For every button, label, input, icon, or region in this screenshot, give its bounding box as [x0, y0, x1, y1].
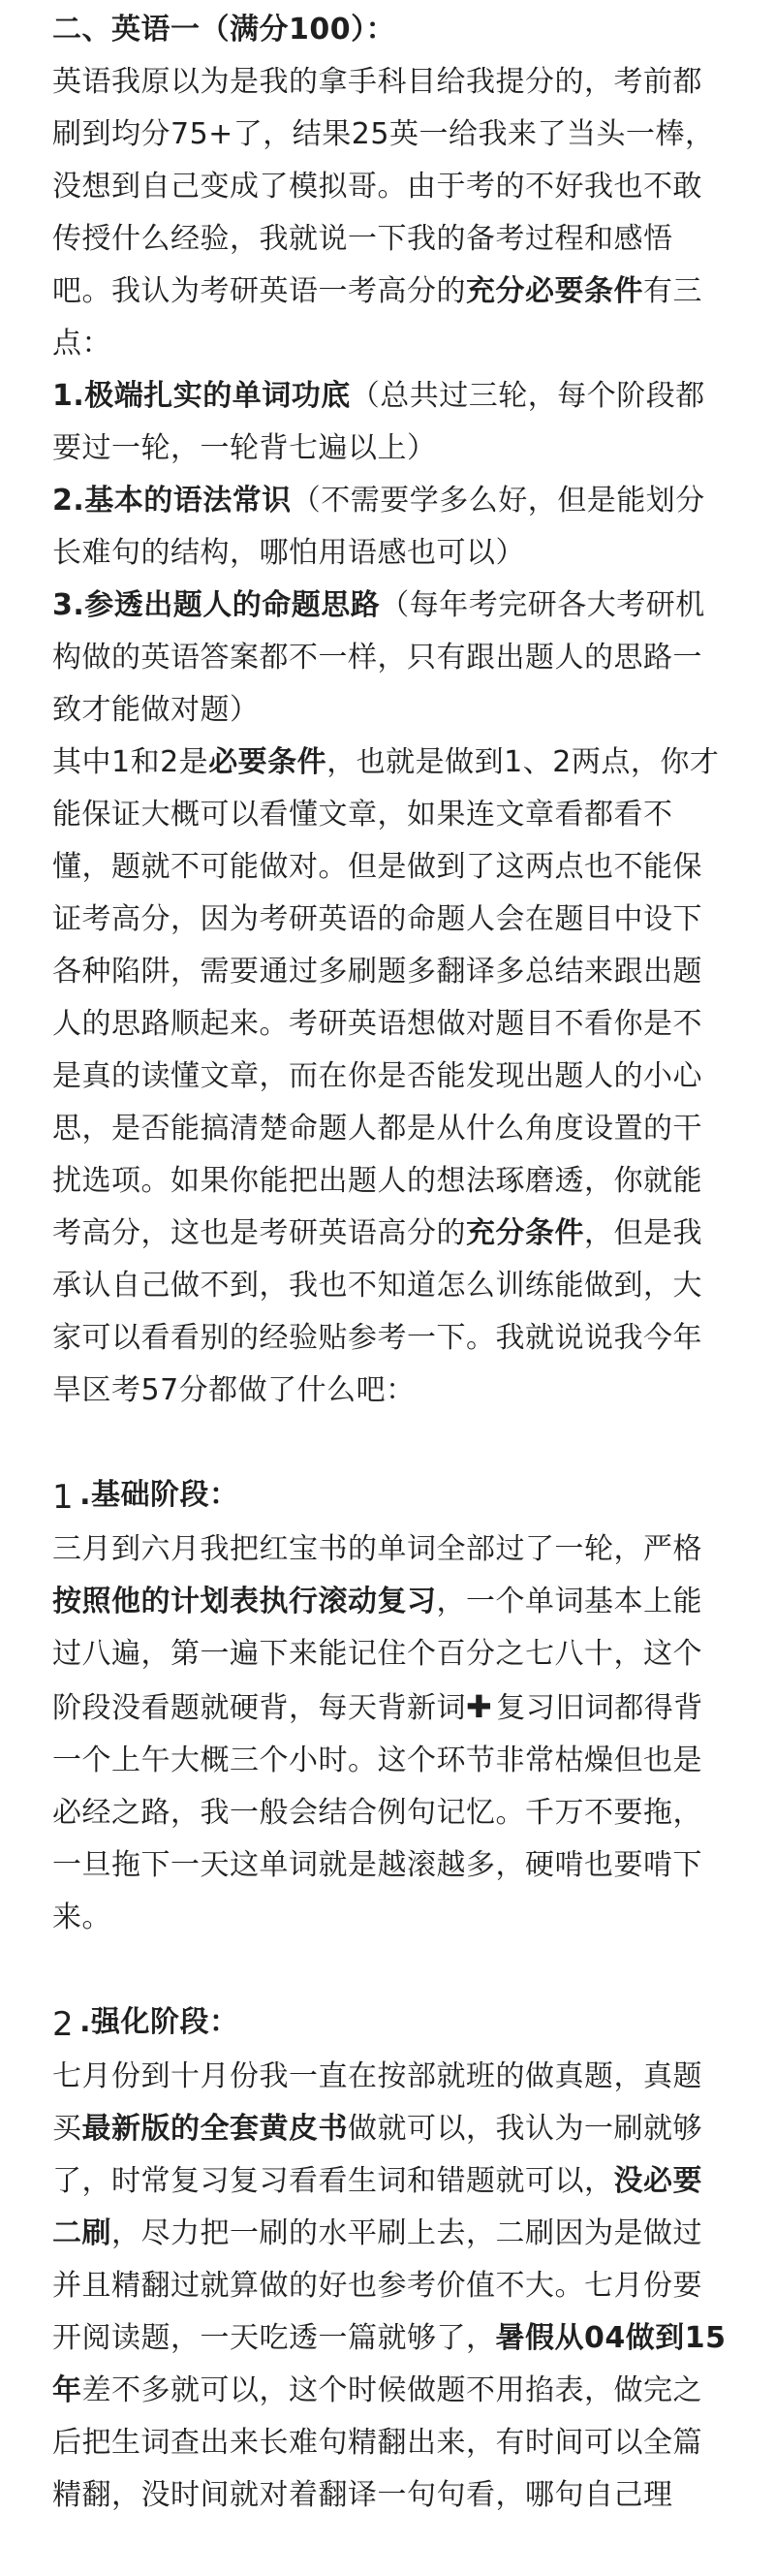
stage-1-text-3: 复习旧词都得背一个上午大概三个小时。这个环节非常枯燥但也是必经之路，我一般会结合例句记忆。千万不要拖，一旦拖下一天这单词就是越滚越多，硬啃也要啃下来。 [52, 1691, 703, 1934]
condition-title: 2.基本的语法常识 [52, 484, 292, 518]
intro-text-1: 英语我原以为是我的拿手科目给我提分的，考前都刷到均分75+了，结果25英一给我来了当头一棒，没想到自己变成了模拟哥。由于考的不好我也不敢传授什么经验，我就说一下我的备考过程和感悟吧。我认为考研英语一考高分的 [52, 65, 715, 308]
stage-2-label: .强化阶段： [79, 2005, 239, 2039]
section-heading: 二、英语一（满分100）： [52, 13, 396, 47]
condition-item-1 [52, 370, 727, 475]
stage-1-emphasis: 按照他的计划表执行滚动复习 [52, 1585, 437, 1618]
stage-1-title [52, 1469, 727, 1524]
stage-2-number: 2 [52, 2005, 75, 2044]
stage-2-text-4: 差不多就可以，这个时候做题不用掐表，做完之后把生词查出来长难句精翻出来，有时间可以全篇精翻，没时间就对着翻译一句句看，哪句自己理 [52, 2373, 702, 2512]
stage-2-text-1: 七月份到十月份我一直在按部就班的做真题，真题买 [52, 2059, 702, 2146]
stage-1-body [52, 1524, 727, 1944]
stage-1-text-2: ，一个单词基本上能过八遍，第一遍下来能记住个百分之七八十，这个阶段没看题就硬背，每天背新词 [52, 1585, 702, 1725]
stage-2-text-2: 做就可以，我认为一刷就够了，时常复习复习看看生词和错题就可以， [52, 2112, 702, 2198]
paragraph-spacer [52, 1417, 727, 1469]
condition-item-2 [52, 475, 727, 580]
condition-item-3 [52, 580, 727, 737]
analysis-text-1: 其中1和2是 [52, 745, 209, 779]
analysis-emphasis-2: 充分条件 [466, 1216, 584, 1250]
plus-icon: ✚ [466, 1688, 493, 1725]
stage-2-title [52, 1996, 727, 2051]
analysis-paragraph [52, 737, 727, 1417]
analysis-text-3: ，但是我承认自己做不到，我也不知道怎么训练能做到，大家可以看看别的经验贴参考一下。我就说说我今年旱区考57分都做了什么吧： [52, 1216, 702, 1407]
analysis-emphasis-1: 必要条件 [208, 745, 327, 779]
intro-emphasis: 充分必要条件 [466, 274, 643, 308]
stage-2-emphasis-3: 暑假从04做到15年 [52, 2321, 727, 2407]
stage-2-emphasis-2: 没必要二刷 [52, 2164, 702, 2250]
stage-2-emphasis-1: 最新版的全套黄皮书 [81, 2112, 348, 2146]
paragraph-spacer [52, 1944, 727, 1996]
condition-title: 3.参透出题人的命题思路 [52, 588, 381, 622]
stage-1-number: 1 [52, 1478, 75, 1517]
condition-note: （不需要学多么好，但是能划分长难句的结构，哪怕用语感也可以） [52, 484, 705, 570]
stage-1-label: .基础阶段： [79, 1478, 239, 1512]
intro-paragraph [52, 56, 727, 370]
condition-title: 1.极端扎实的单词功底 [52, 379, 351, 413]
intro-text-2: 有三点： [52, 274, 702, 361]
stage-2-text-3: ，尽力把一刷的水平刷上去，二刷因为是做过并且精翻过就算做的好也参考价值不大。七月份要开阅读题，一天吃透一篇就够了， [52, 2216, 702, 2355]
analysis-text-2: ，也就是做到1、2两点，你才能保证大概可以看懂文章，如果连文章看都看不懂，题就不可能做对。但是做到了这两点也不能保证考高分，因为考研英语的命题人会在题目中设下各种陷阱，需要通过多刷题多翻译多总结来跟出题人的思路顺起来。考研英语想做对题目不看你是不是真的读懂文章，而在你是否能发现出题人的小心思，是否能搞清楚命题人都是从什么角度设置的干扰选项。如果你能把出题人的想法琢磨透，你就能考高分，这也是考研英语高分的 [52, 745, 720, 1250]
stage-2-body [52, 2051, 727, 2522]
condition-note: （每年考完研各大考研机构做的英语答案都不一样，只有跟出题人的思路一致才能做对题） [52, 588, 705, 727]
stage-1-text-1: 三月到六月我把红宝书的单词全部过了一轮，严格 [52, 1532, 702, 1566]
condition-note: （总共过三轮，每个阶段都要过一轮，一轮背七遍以上） [52, 379, 705, 465]
